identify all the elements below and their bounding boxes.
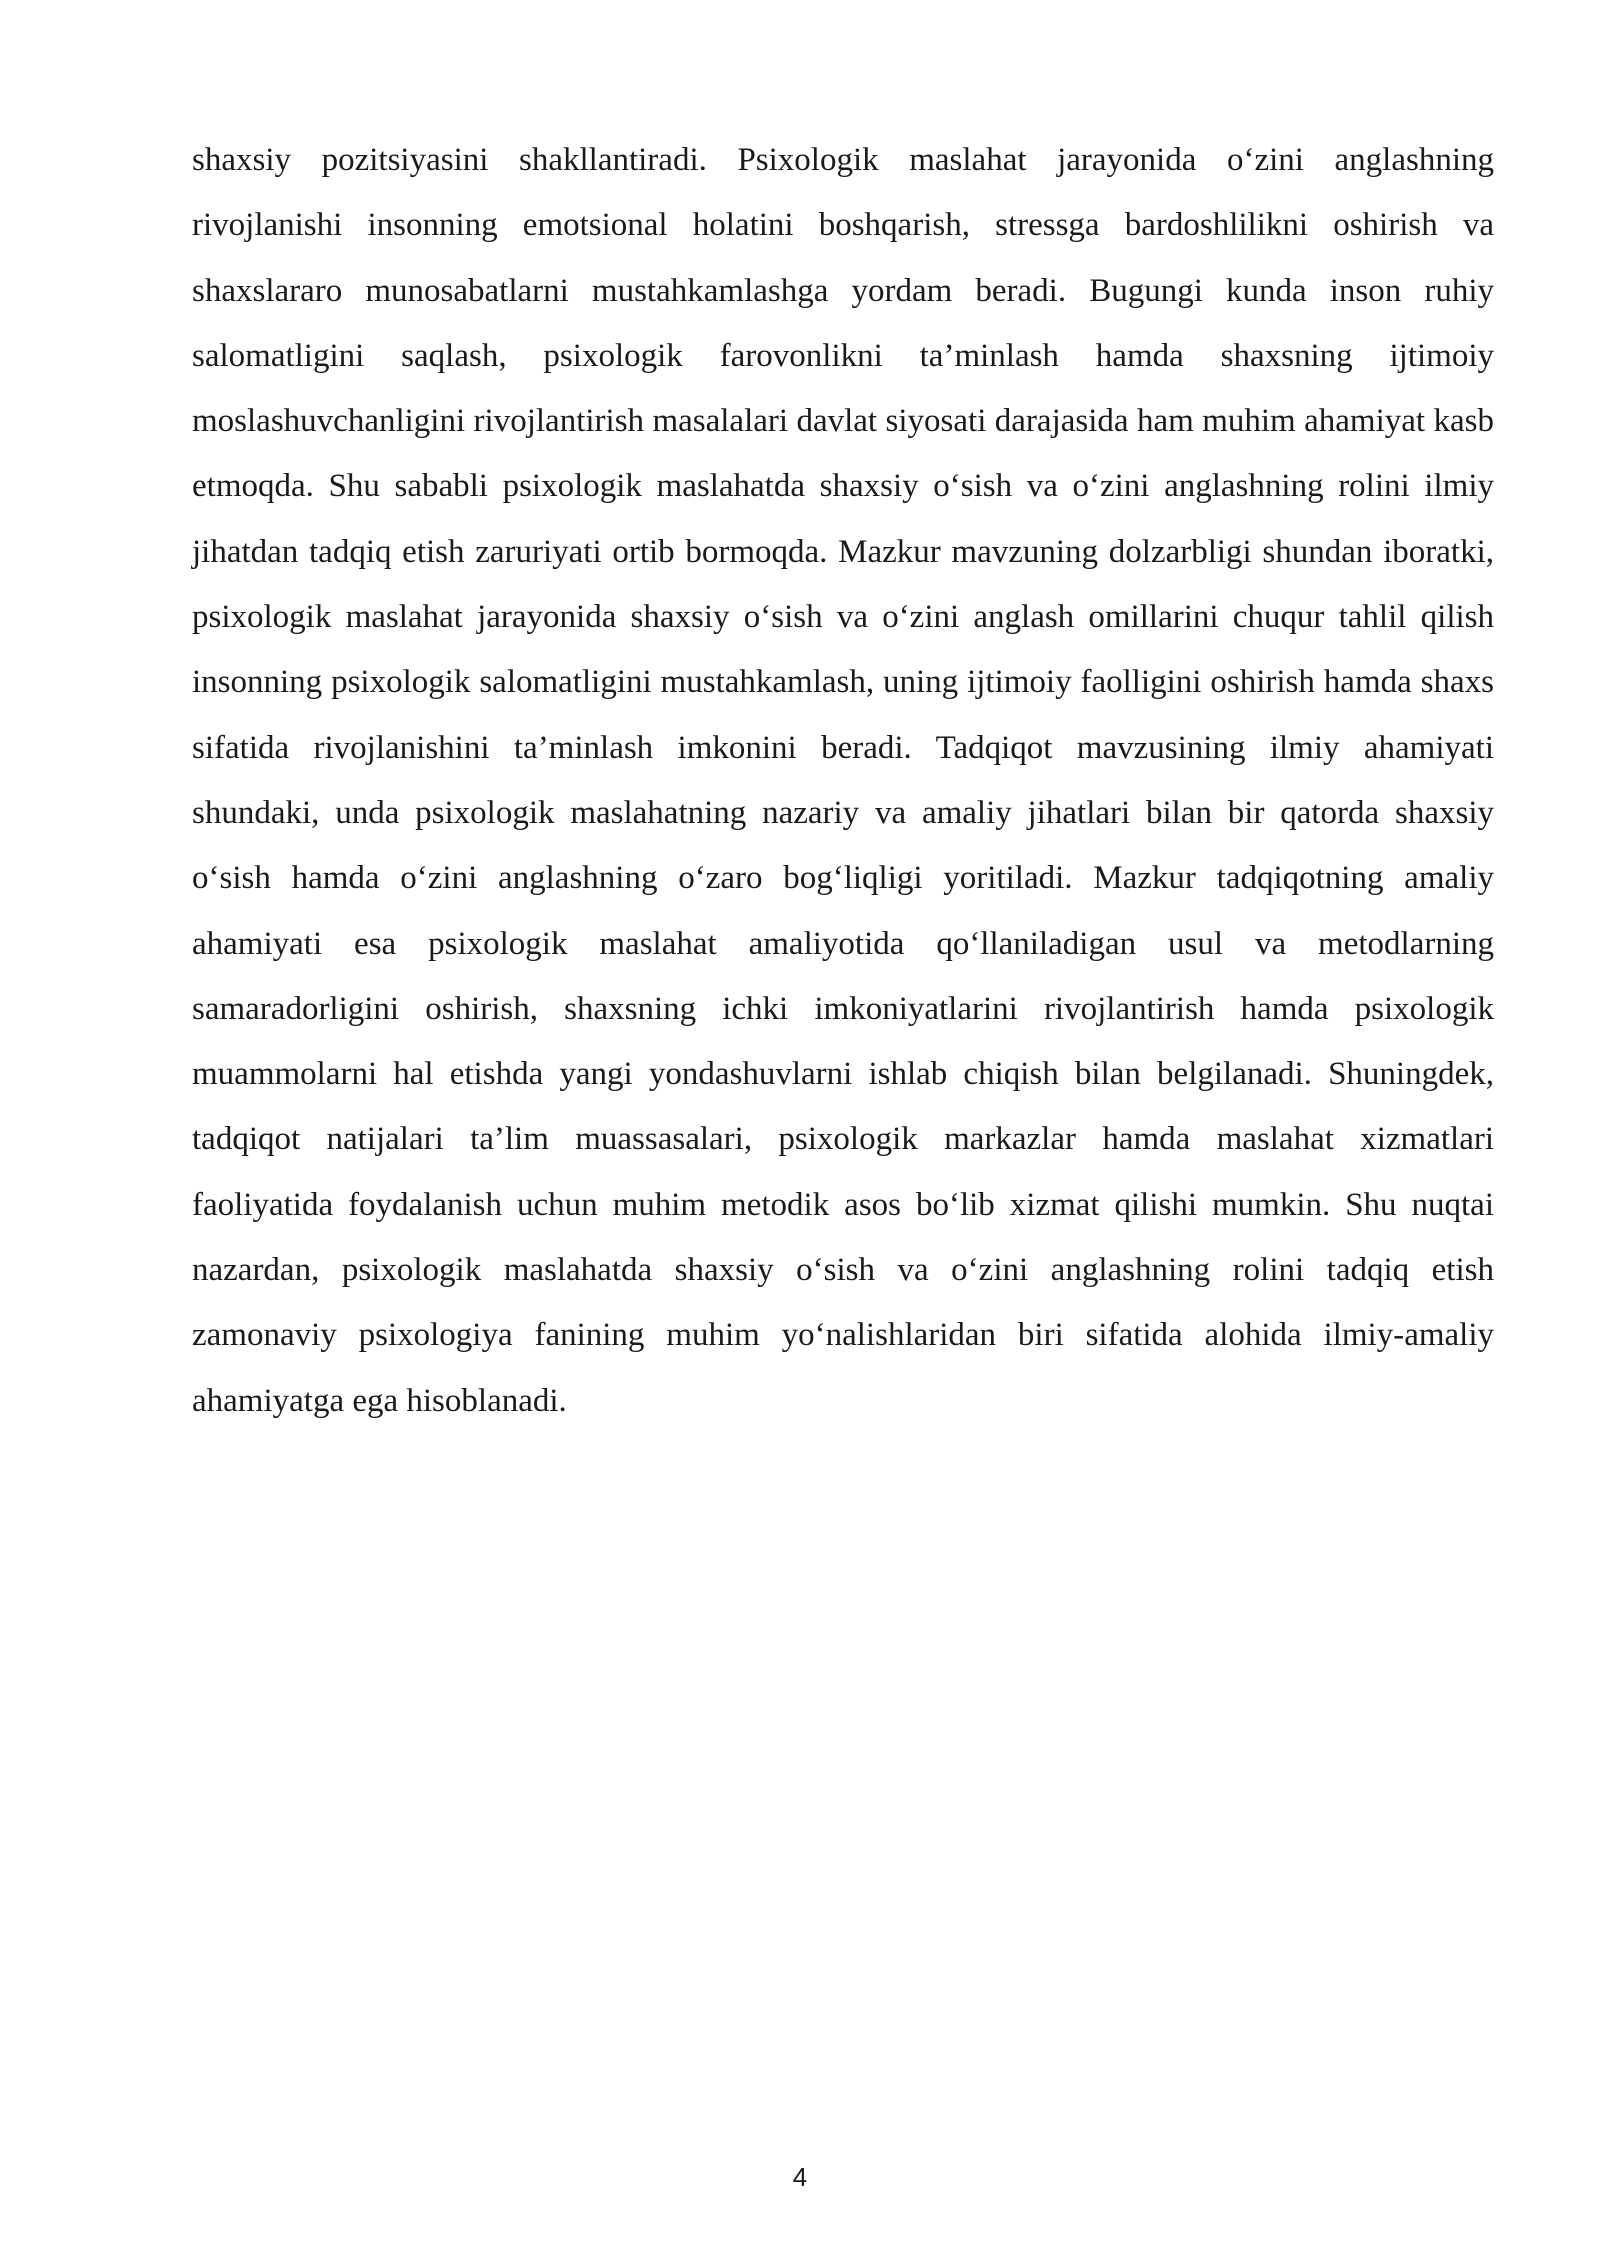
body-paragraph: shaxsiy pozitsiyasini shakllantiradi. Psixologik maslahat jarayonida o‘zini anglashning rivojlanishi insonning emotsional holatini boshqarish, stressga bardoshlilikni oshirish va shaxslararo munosabatlarni mustahkamlashga yordam beradi. Bugungi kunda inson ruhiy salomatligini saqlash, psixologik farovonlikni ta’minlash hamda shaxsning ijtimoiy moslashuvchanligini rivojlantirish masalalari davlat siyosati darajasida ham muhim ahamiyat kasb etmoqda. Shu sababli psixologik maslahatda shaxsiy o‘sish va o‘zini anglashning rolini ilmiy jihatdan tadqiq etish zaruriyati ortib bormoqda. Mazkur mavzuning dolzarbligi shundan iboratki, psixologik maslahat jarayonida shaxsiy o‘sish va o‘zini anglash omillarini chuqur tahlil qilish insonning psixologik salomatligini mustahkamlash, uning ijtimoiy faolligini oshirish hamda shaxs sifatida rivojlanishini ta’minlash imkonini beradi. Tadqiqot mavzusining ilmiy ahamiyati shundaki, unda psixologik maslahatning nazariy va amaliy jihatlari bilan bir qatorda shaxsiy o‘sish hamda o‘zini anglashning o‘zaro bog‘liqligi yoritiladi. Mazkur tadqiqotning amaliy ahamiyati esa psixologik maslahat amaliyotida qo‘llaniladigan usul va metodlarning samaradorligini oshirish, shaxsning ichki imkoniyatlarini rivojlantirish hamda psixologik muammolarni hal etishda yangi yondashuvlarni ishlab chiqish bilan belgilanadi. Shuningdek, tadqiqot natijalari ta’lim muassasalari, psixologik markazlar hamda maslahat xizmatlari faoliyatida foydalanish uchun muhim metodik asos bo‘lib xizmat qilishi mumkin. Shu nuqtai nazardan, psixologik maslahatda shaxsiy o‘sish va o‘zini anglashning rolini tadqiq etish zamonaviy psixologiya fanining muhim yo‘nalishlaridan biri sifatida alohida ilmiy-amaliy ahamiyatga ega hisoblanadi. xyxy=(192,142,1494,1419)
page-number: 4 xyxy=(792,2162,808,2192)
